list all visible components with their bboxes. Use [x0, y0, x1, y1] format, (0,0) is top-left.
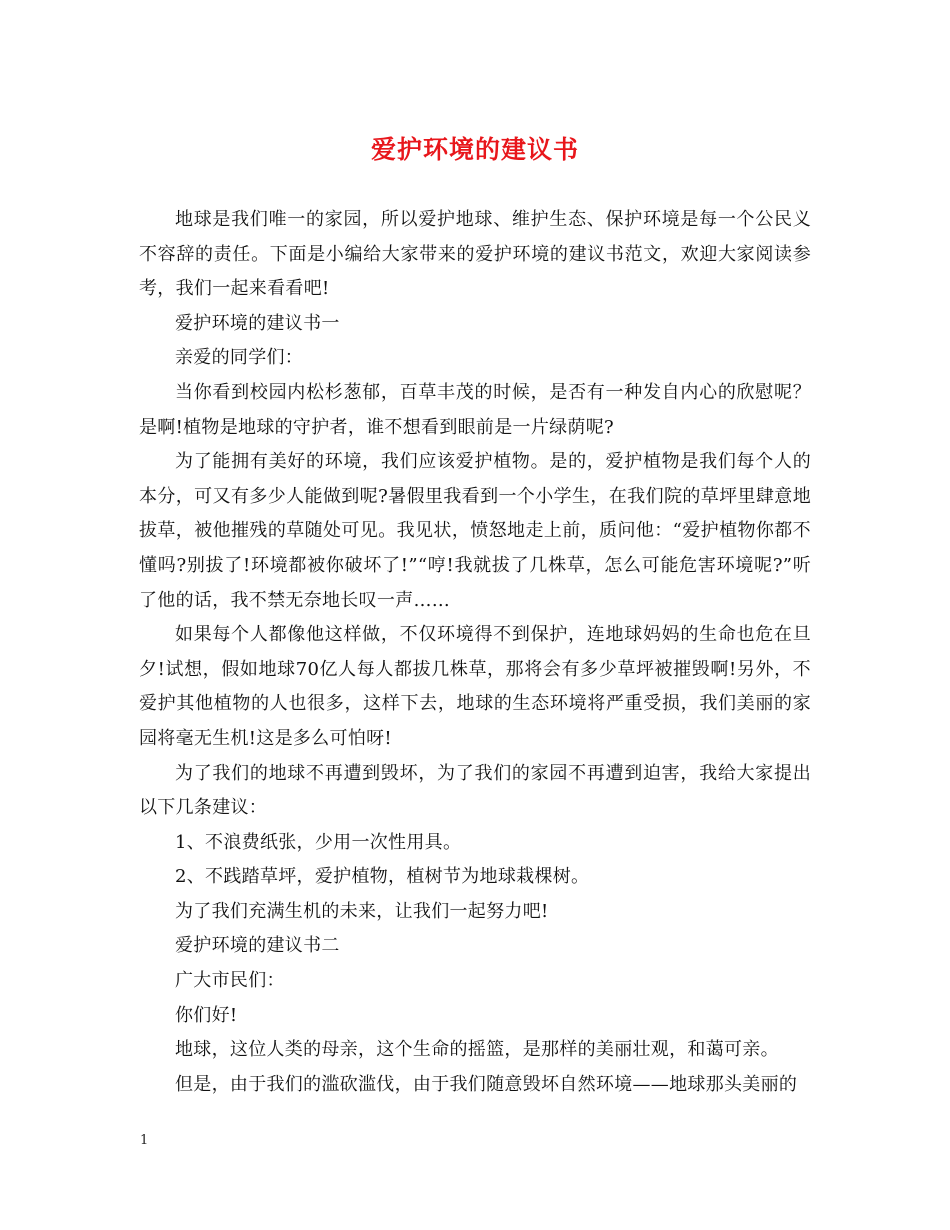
paragraph: 地球，这位人类的母亲，这个生命的摇篮，是那样的美丽壮观，和蔼可亲。: [175, 1039, 779, 1061]
paragraph: 当你看到校园内松杉葱郁，百草丰茂的时候，是否有一种发自内心的欣慰呢？是啊!植物是地球的守护者，谁不想看到眼前是一片绿荫呢?: [139, 381, 811, 438]
document-body: [139, 203, 811, 1102]
greeting: 你们好!: [175, 1004, 238, 1026]
suggestion-item: 2、不践踏草坪，爱护植物，植树节为地球栽棵树。: [175, 866, 590, 888]
section-heading-two: 爱护环境的建议书二: [175, 935, 340, 957]
paragraph: 为了我们的地球不再遭到毁坏，为了我们的家园不再遭到迫害，我给大家提出以下几条建议：: [139, 762, 811, 819]
paragraph: 为了我们充满生机的未来，让我们一起努力吧!: [175, 900, 549, 922]
section-heading-one: 爱护环境的建议书一: [175, 312, 340, 334]
paragraph: 但是，由于我们的滥砍滥伐，由于我们随意毁坏自然环境——地球那头美丽的: [175, 1073, 798, 1095]
document-title: 爱护环境的建议书: [370, 135, 579, 164]
page-number: 1: [140, 1133, 149, 1148]
paragraph-intro: 地球是我们唯一的家园，所以爱护地球、维护生态、保护环境是每一个公民义不容辞的责任。下面是小编给大家带来的爱护环境的建议书范文，欢迎大家阅读参考，我们一起来看看吧!: [139, 209, 811, 300]
salutation-citizens: 广大市民们：: [175, 970, 285, 992]
suggestion-item: 1、不浪费纸张，少用一次性用具。: [175, 831, 462, 853]
salutation-students: 亲爱的同学们：: [175, 347, 304, 369]
paragraph: 为了能拥有美好的环境，我们应该爱护植物。是的，爱护植物是我们每个人的本分，可又有多少人能做到呢?暑假里我看到一个小学生，在我们院的草坪里肆意地拔草，被他摧残的草随处可见。我见状，愤怒地走上前，质问他：“爱护植物你都不懂吗?别拔了!环境都被你破坏了!”“哼!我就拔了几株草，怎么可能危害环境呢?”听了他的话，我不禁无奈地长叹一声……: [139, 451, 811, 611]
paragraph: 如果每个人都像他这样做，不仅环境得不到保护，连地球妈妈的生命也危在旦夕!试想，假如地球70亿人每人都拔几株草，那将会有多少草坪被摧毁啊!另外，不爱护其他植物的人也很多，这样下去，地球的生态环境将严重受损，我们美丽的家园将毫无生机!这是多么可怕呀!: [139, 624, 811, 749]
